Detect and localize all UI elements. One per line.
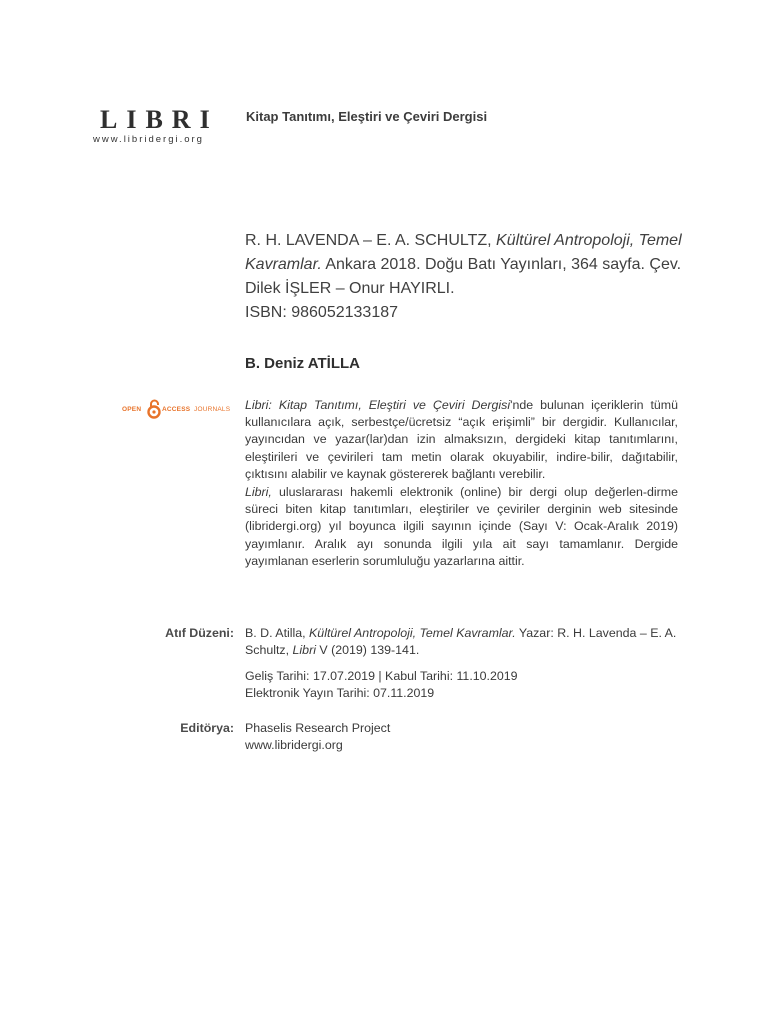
atif-part-a: B. D. Atilla, — [245, 626, 310, 640]
editorya-url[interactable]: www.libridergi.org — [245, 738, 343, 752]
atif-part-c: Yazar: R. H. Lavenda – E. A. Schultz, — [245, 626, 677, 657]
oa-libri-italic: Libri, — [245, 485, 272, 500]
atif-part-d: Libri — [292, 643, 316, 657]
oa-journal-italic: Libri: Kitap Tanıtımı, Eleştiri ve Çeviri Dergisi — [245, 398, 511, 412]
citation-publication: Ankara 2018. Doğu Batı Yayınları, 364 sayfa. Çev. Dilek İŞLER – Onur HAYIRLI. — [245, 256, 682, 297]
editorya-line-1: Phaselis Research Project — [245, 721, 391, 735]
open-access-statement — [245, 397, 678, 571]
oa-paragraph-2 — [245, 484, 678, 570]
atif-value — [245, 625, 685, 659]
oa-paragraph-2-text: uluslararası hakemli elektronik (online) bir dergi olup değerlen-dirme süreci biten kitap tanıtımları, eleştiriler ve çeviriler derginin web sitesinde (libridergi.org) yıl boyunca ilgili sayının içinde (Sayı V: Ocak-Aralık 2019) yayımlanır. Aralık ayı sonunda ilgili yıla ait sayı tamamlanır. Dergide yayımlanan eserlerin sorumluluğu yazarlarına aittir. — [245, 485, 678, 568]
oa-paragraph-1 — [245, 397, 678, 483]
open-access-lock-icon — [147, 399, 161, 419]
editorya-value — [245, 720, 685, 754]
atif-label: Atıf Düzeni: — [165, 626, 234, 640]
review-author: B. Deniz ATİLLA — [245, 355, 360, 372]
open-access-logo — [122, 398, 238, 420]
journal-name: Kitap Tanıtımı, Eleştiri ve Çeviri Dergisi — [246, 109, 488, 124]
citation-authors: R. H. LAVENDA – E. A. SCHULTZ, — [245, 232, 492, 249]
editorya-label: Editörya: — [180, 721, 234, 735]
submission-dates — [245, 668, 685, 702]
oa-paragraph-1-text: 'nde bulunan içeriklerin tümü kullanıcılara açık, serbestçe/ücretsiz “açık erişimli” bir dergidir. Kullanıcılar, yayıncıdan ve yazar(lar)dan izin almaksızın, dergideki kitap tanıtımlarını, eleştirileri ve çevirileri tam metin olarak okuyabilir, indire-bilir, dağıtabilir, çıktısını alabilir ve kaynak göstererek bağlantı verebilir. — [245, 398, 678, 481]
citation-book-title: Kültürel Antropoloji, Temel Kavramlar. — [245, 232, 682, 273]
book-citation — [245, 229, 715, 325]
dates-line-1: Geliş Tarihi: 17.07.2019 | Kabul Tarihi: 11.10.2019 — [245, 669, 518, 683]
atif-part-e: V (2019) 139-141. — [315, 643, 420, 657]
citation-isbn: ISBN: 986052133187 — [245, 304, 399, 321]
atif-part-b: Kültürel Antropoloji, Temel Kavramlar. — [309, 626, 516, 640]
logo-url[interactable]: www.libridergi.org — [93, 134, 204, 145]
logo-title: LIBRI — [100, 105, 219, 134]
oa-logo-open-text: OPEN — [122, 406, 142, 413]
oa-logo-journals-text: JOURNALS — [194, 406, 231, 413]
dates-line-2: Elektronik Yayın Tarihi: 07.11.2019 — [245, 686, 435, 700]
oa-logo-access-text: ACCESS — [162, 406, 191, 413]
